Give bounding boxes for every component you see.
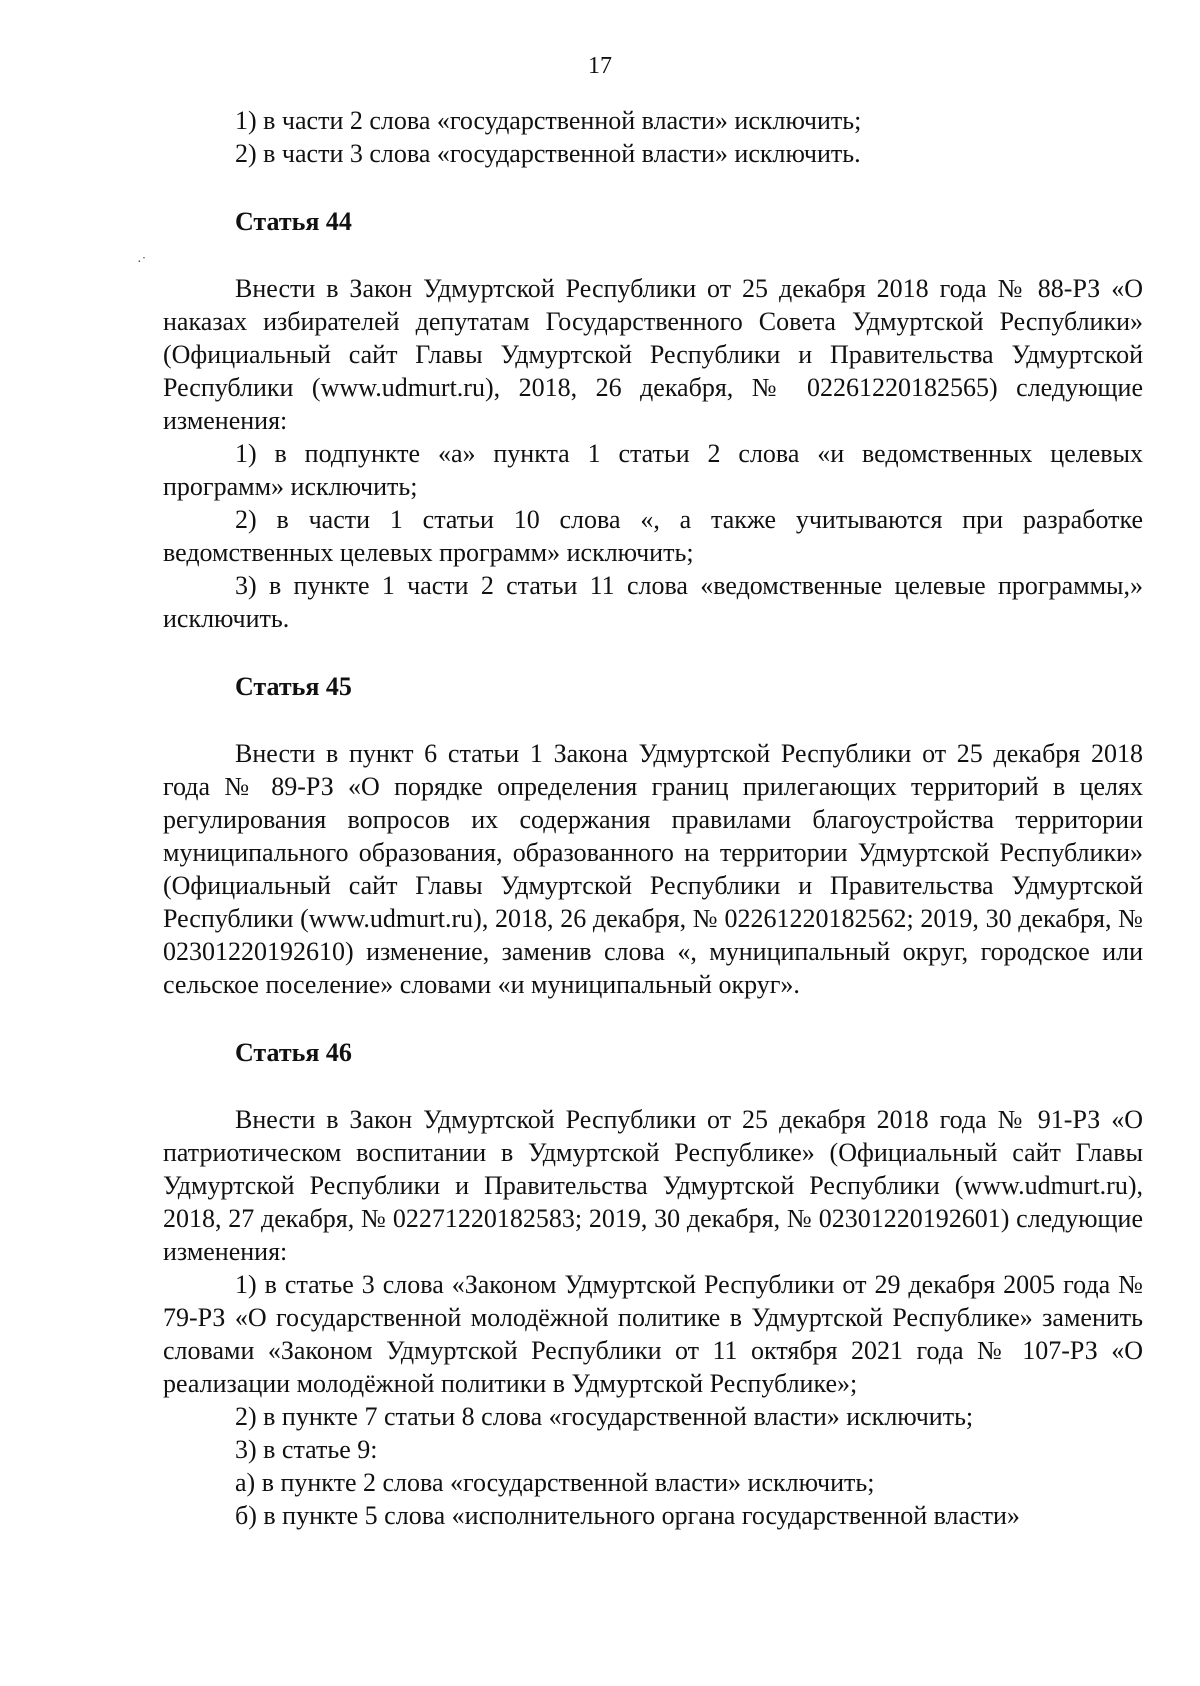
intro-item-1: 1) в части 2 слова «государственной власти» исключить;	[235, 106, 862, 135]
intro-item-2: 2) в части 3 слова «государственной власти» исключить.	[235, 139, 861, 168]
page-number: 17	[588, 53, 612, 79]
article-44-item-2: 2) в части 1 статьи 10 слова «, а также учитываются при разработке ведомственных целевых программ» исключить;	[163, 505, 1143, 567]
scan-artifact-mark: ·˙	[137, 255, 147, 270]
article-46-item-3b: б) в пункте 5 слова «исполнительного органа государственной власти»	[235, 1501, 1020, 1530]
article-46-item-2: 2) в пункте 7 статьи 8 слова «государственной власти» исключить;	[235, 1402, 974, 1431]
article-46-item-3a: а) в пункте 2 слова «государственной власти» исключить;	[235, 1468, 875, 1497]
article-44-intro: Внести в Закон Удмуртской Республики от 25 декабря 2018 года № 88-РЗ «О наказах избирателей депутатам Государственного Совета Удмуртской Республики» (Официальный сайт Главы Удмуртской Республики и Правительства Удмуртской Республики (www.udmurt.ru), 2018, 26 декабря, № 02261220182565) следующие изменения:	[163, 274, 1143, 435]
article-44-item-3: 3) в пункте 1 части 2 статьи 11 слова «ведомственные целевые программы,» исключить.	[163, 571, 1143, 633]
article-45-text: Внести в пункт 6 статьи 1 Закона Удмуртской Республики от 25 декабря 2018 года № 89-РЗ «О порядке определения границ прилегающих территорий в целях регулирования вопросов их содержания правилами благоустройства территории муниципального образования, образованного на территории Удмуртской Республики» (Официальный сайт Главы Удмуртской Республики и Правительства Удмуртской Республики (www.udmurt.ru), 2018, 26 декабря, № 02261220182562; 2019, 30 декабря, № 02301220192610) изменение, заменив слова «, муниципальный округ, городское или сельское поселение» словами «и муниципальный округ».	[163, 739, 1143, 999]
article-44-heading: Статья 44	[235, 207, 352, 236]
article-46-heading: Статья 46	[235, 1038, 352, 1067]
article-46-item-3: 3) в статье 9:	[235, 1435, 378, 1464]
article-45-heading: Статья 45	[235, 672, 352, 701]
article-46-intro: Внести в Закон Удмуртской Республики от 25 декабря 2018 года № 91-РЗ «О патриотическом воспитании в Удмуртской Республике» (Официальный сайт Главы Удмуртской Республики и Правительства Удмуртской Республики (www.udmurt.ru), 2018, 27 декабря, № 02271220182583; 2019, 30 декабря, № 02301220192601) следующие изменения:	[163, 1105, 1143, 1266]
article-44-item-1: 1) в подпункте «а» пункта 1 статьи 2 слова «и ведомственных целевых программ» исключить;	[163, 439, 1143, 501]
document-body	[163, 104, 1143, 1532]
article-46-item-1: 1) в статье 3 слова «Законом Удмуртской Республики от 29 декабря 2005 года № 79-РЗ «О государственной молодёжной политике в Удмуртской Республике» заменить словами «Законом Удмуртской Республики от 11 октября 2021 года № 107-РЗ «О реализации молодёжной политики в Удмуртской Республике»;	[163, 1270, 1143, 1398]
